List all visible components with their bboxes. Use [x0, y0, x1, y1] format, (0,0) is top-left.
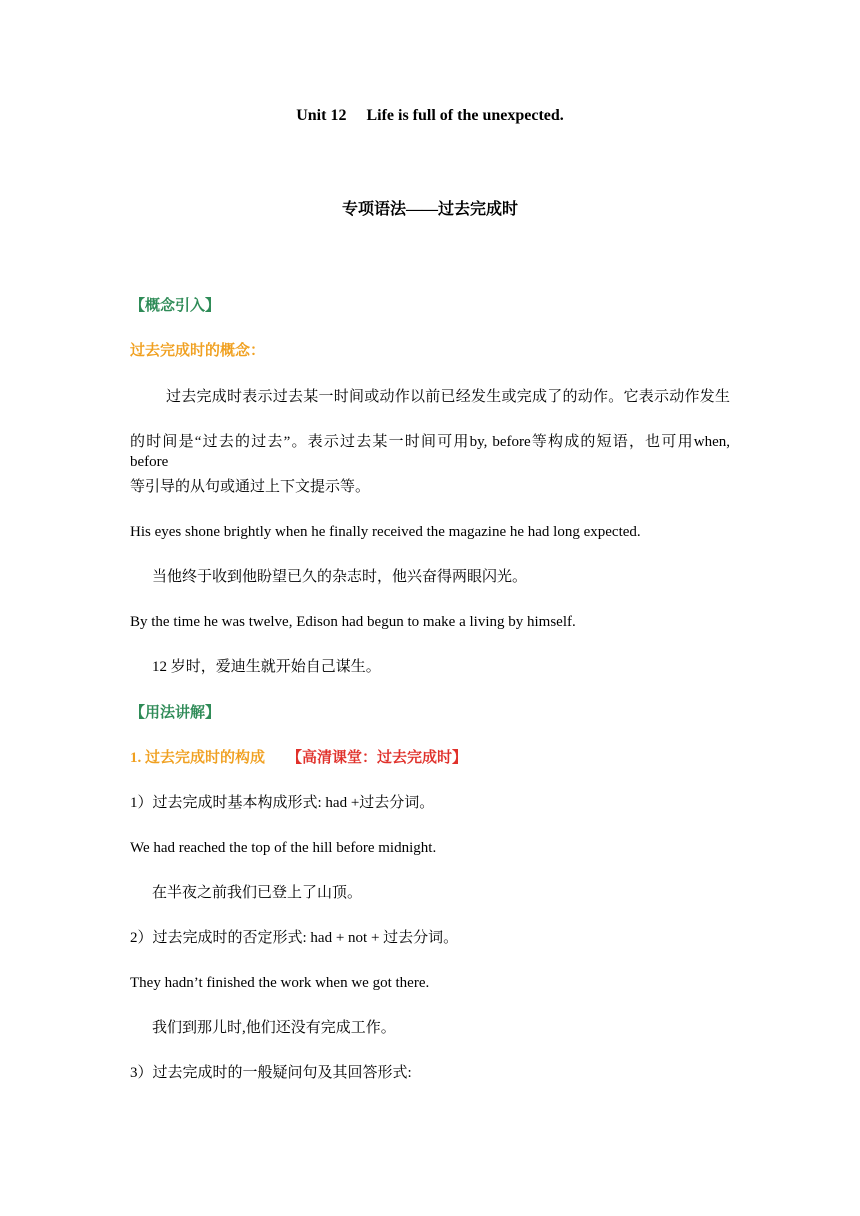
usage-item-1-heading-row	[130, 748, 730, 768]
section-heading-concept-intro: 【概念引入】	[130, 298, 221, 314]
example-2-english: By the time he was twelve, Edison had begun to make a living by himself.	[130, 614, 576, 630]
usage-point-2: 2）过去完成时的否定形式: had + not + 过去分词。	[130, 930, 459, 946]
concept-paragraph-line-3: 等引导的从句或通过上下文提示等。	[130, 479, 371, 495]
example-1-chinese: 当他终于收到他盼望已久的杂志时，他兴奋得两眼闪光。	[152, 569, 528, 585]
usage-point-1: 1）过去完成时基本构成形式: had +过去分词。	[130, 795, 435, 811]
usage-item-1-heading: 1. 过去完成时的构成	[130, 750, 266, 766]
usage-point-2-chinese: 我们到那儿时,他们还没有完成工作。	[152, 1020, 396, 1036]
document-subtitle: 专项语法——过去完成时	[341, 201, 518, 218]
example-1-english: His eyes shone brightly when he finally received the magazine he had long expected.	[130, 524, 641, 540]
hd-class-link[interactable]: 【高清课堂：过去完成时】	[287, 750, 468, 766]
concept-paragraph-line-1: 过去完成时表示过去某一时间或动作以前已经发生或完成了的动作。它表示动作发生	[166, 389, 730, 405]
usage-point-3: 3）过去完成时的一般疑问句及其回答形式:	[130, 1065, 412, 1081]
concept-heading: 过去完成时的概念：	[130, 343, 266, 359]
usage-point-1-english: We had reached the top of the hill before midnight.	[130, 840, 437, 856]
section-heading-usage: 【用法讲解】	[130, 705, 221, 721]
usage-point-2-english: They hadn’t finished the work when we got there.	[130, 975, 430, 991]
document-title: Unit 12 Life is full of the unexpected.	[296, 107, 564, 124]
example-2-chinese: 12 岁时，爱迪生就开始自己谋生。	[152, 659, 381, 675]
concept-paragraph-line-2: 的时间是“过去的过去”。表示过去某一时间可用by, before等构成的短语，也可用when, before	[130, 434, 730, 470]
usage-point-1-chinese: 在半夜之前我们已登上了山顶。	[152, 885, 363, 901]
